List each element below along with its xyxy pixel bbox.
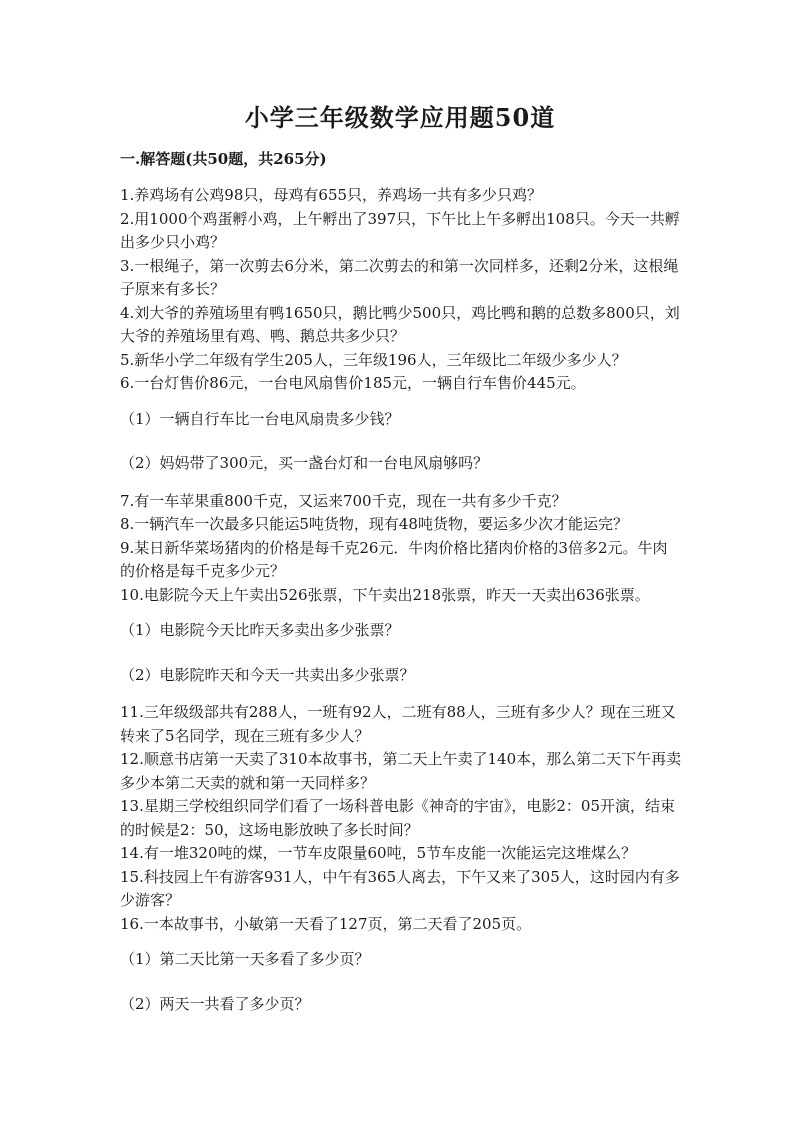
question-15: 15.科技园上午有游客931人，中午有365人离去，下午又来了305人，这时园内有多少游客？ [120, 867, 680, 909]
question-11: 11.三年级级部共有288人，一班有92人，二班有88人，三班有多少人？现在三班又转来了5名同学，现在三班有多少人？ [120, 703, 676, 745]
question-1: 1.养鸡场有公鸡98只，母鸡有655只，养鸡场一共有多少只鸡？ [120, 186, 543, 204]
page-title: 小学三年级数学应用题50道 [244, 103, 556, 132]
question-16: 16.一本故事书，小敏第一天看了127页，第二天看了205页。 [120, 914, 532, 933]
sub-question-10-2: （2）电影院昨天和今天一共卖出多少张票？ [120, 665, 415, 684]
question-5: 5.新华小学二年级有学生205人，三年级196人，三年级比二年级少多少人？ [120, 350, 627, 369]
question-6: 6.一台灯售价86元，一台电风扇售价185元，一辆自行车售价445元。 [120, 374, 586, 392]
sub-question-16-2: （2）两天一共看了多少页？ [120, 994, 310, 1013]
question-4: 4.刘大爷的养殖场里有鸭1650只，鹅比鸭少500只，鸡比鸭和鹅的总数多800只，刘大爷的养殖场里有鸡、鸭、鹅总共多少只？ [120, 303, 680, 345]
question-10: 10.电影院今天上午卖出526张票，下午卖出218张票，昨天一天卖出636张票。 [120, 585, 650, 604]
sub-question-group [120, 936, 682, 1030]
question-2: 2.用1000个鸡蛋孵小鸡，上午孵出了397只，下午比上午多孵出108只。今天一共孵出多少只小鸡？ [120, 209, 680, 251]
sub-question-16-1: （1）第二天比第一天多看了多少页？ [120, 950, 370, 968]
sub-question-group [120, 607, 682, 701]
sub-question-6-1: （1）一辆自行车比一台电风扇贵多少钱？ [120, 409, 400, 428]
sub-question-6-2: （2）妈妈带了300元，买一盏台灯和一台电风扇够吗？ [120, 454, 489, 472]
sub-question-group [120, 396, 682, 490]
question-9: 9.某日新华菜场猪肉的价格是每千克26元．牛肉价格比猪肉价格的3倍多2元。牛肉的价格是每千克多少元？ [120, 538, 668, 580]
question-7: 7.有一车苹果重800千克，又运来700千克，现在一共有多少千克？ [120, 491, 567, 510]
question-12: 12.顺意书店第一天卖了310本故事书，第二天上午卖了140本，那么第二天下午再卖多少本第二天卖的就和第一天同样多？ [120, 750, 682, 792]
section-heading: 一.解答题(共50题，共265分) [120, 150, 327, 168]
question-8: 8.一辆汽车一次最多只能运5吨货物，现有48吨货物，要运多少次才能运完？ [120, 515, 628, 533]
question-list [120, 184, 682, 1030]
question-3: 3.一根绳子，第一次剪去6分米，第二次剪去的和第一次同样多，还剩2分米，这根绳子原来有多长？ [120, 256, 679, 298]
question-13: 13.星期三学校组织同学们看了一场科普电影《神奇的宇宙》，电影2：05开演，结束的时候是2：50，这场电影放映了多长时间？ [120, 797, 675, 839]
question-14: 14.有一堆320吨的煤，一节车皮限量60吨，5节车皮能一次能运完这堆煤么？ [120, 844, 637, 862]
sub-question-10-1: （1）电影院今天比昨天多卖出多少张票？ [120, 621, 400, 639]
